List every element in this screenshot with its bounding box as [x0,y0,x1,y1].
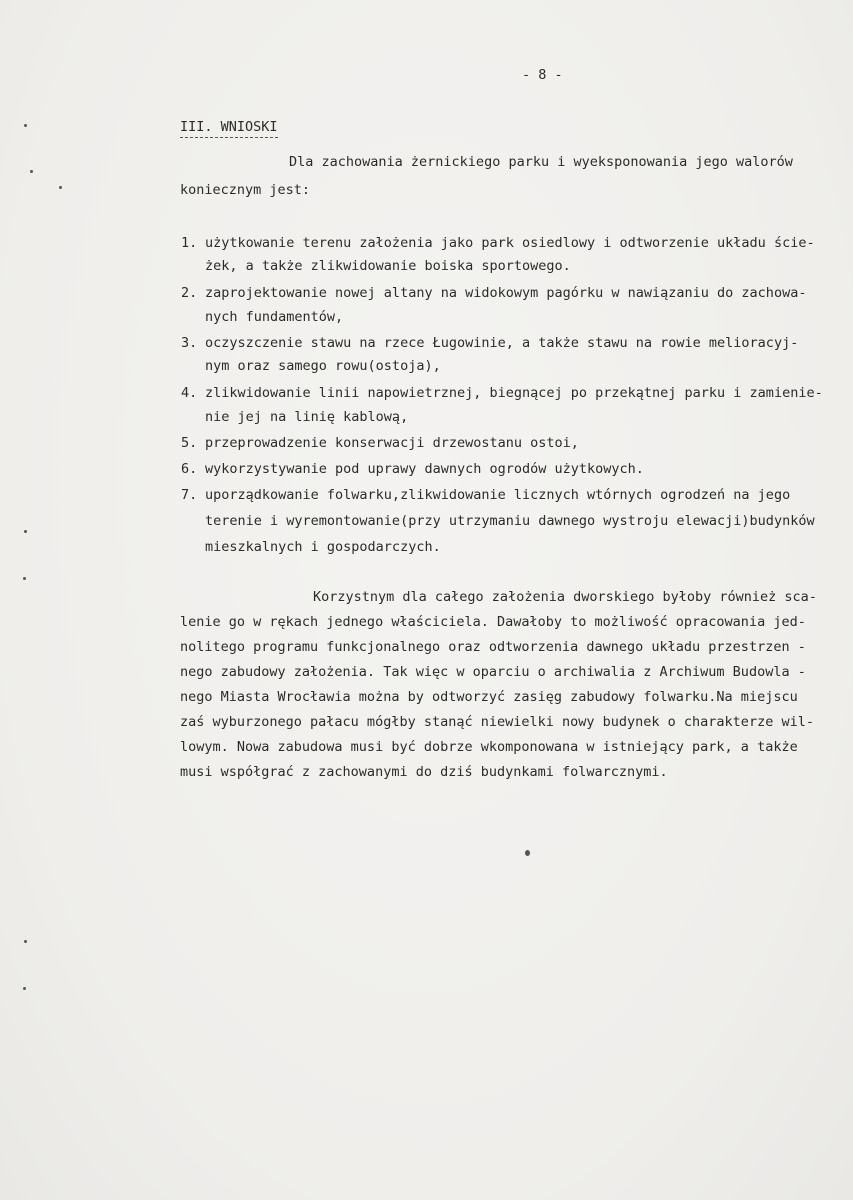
list-item-line: nym oraz samego rowu(ostoja), [205,358,441,374]
paragraph-line: musi współgrać z zachowanymi do dziś budynkami folwarcznymi. [180,764,668,780]
list-item-number: 3. [181,335,198,351]
list-item-line: wykorzystywanie pod uprawy dawnych ogrodów użytkowych. [205,461,644,477]
list-item-line: nie jej na linię kablową, [205,409,409,425]
list-item-number: 1. [181,235,198,251]
paragraph-line: nego zabudowy założenia. Tak więc w oparciu o archiwalia z Archiwum Budowla - [180,664,806,680]
list-item-number: 4. [181,385,198,401]
section-heading: III. WNIOSKI [180,118,278,138]
list-item-line: przeprowadzenie konserwacji drzewostanu ostoi, [205,435,579,451]
list-item-number: 7. [181,487,198,503]
list-item-line: żek, a także zlikwidowanie boiska sportowego. [205,258,571,274]
paragraph-line: Korzystnym dla całego założenia dworskiego byłoby również sca- [313,589,817,605]
list-item-line: nych fundamentów, [205,309,344,325]
paragraph-line: zaś wyburzonego pałacu mógłby stanąć niewielki nowy budynek o charakterze wil- [180,714,814,730]
list-item-number: 2. [181,285,198,301]
list-item-line: użytkowanie terenu założenia jako park osiedlowy i odtworzenie układu ście- [205,235,815,251]
scan-speck [24,124,27,127]
list-item-line: uporządkowanie folwarku,zlikwidowanie licznych wtórnych ogrodzeń na jego [205,487,791,503]
scan-speck [23,987,26,990]
paragraph-line: lenie go w rękach jednego właściciela. Dawałoby to możliwość opracowania jed- [180,614,806,630]
scan-speck [59,186,62,189]
paragraph-line: nego Miasta Wrocławia można by odtworzyć zasięg zabudowy folwarku.Na miejscu [180,689,798,705]
list-item-line: oczyszczenie stawu na rzece Ługowinie, a także stawu na rowie melioracyj- [205,335,799,351]
list-item-line: terenie i wyremontowanie(przy utrzymaniu dawnego wystroju elewacji)budynków [205,513,815,529]
list-item-line: zlikwidowanie linii napowietrznej, biegnącej po przekątnej parku i zamienie- [205,385,823,401]
scan-speck [24,940,27,943]
list-item-line: mieszkalnych i gospodarczych. [205,539,441,555]
list-item-number: 6. [181,461,198,477]
scan-speck [30,170,33,173]
page-number: - 8 - [522,67,563,83]
paragraph-line: nolitego programu funkcjonalnego oraz odtworzenia dawnego układu przestrzen - [180,639,806,655]
list-item-line: zaprojektowanie nowej altany na widokowym pagórku w nawiązaniu do zachowa- [205,285,807,301]
list-item-number: 5. [181,435,198,451]
paragraph-line: lowym. Nowa zabudowa musi być dobrze wkomponowana w istniejący park, a także [180,739,798,755]
intro-line-1: Dla zachowania żernickiego parku i wyeksponowania jego walorów [289,154,793,170]
scan-speck [525,850,530,856]
scan-speck [24,530,27,533]
scan-speck [23,577,26,580]
intro-line-2: koniecznym jest: [180,182,311,198]
